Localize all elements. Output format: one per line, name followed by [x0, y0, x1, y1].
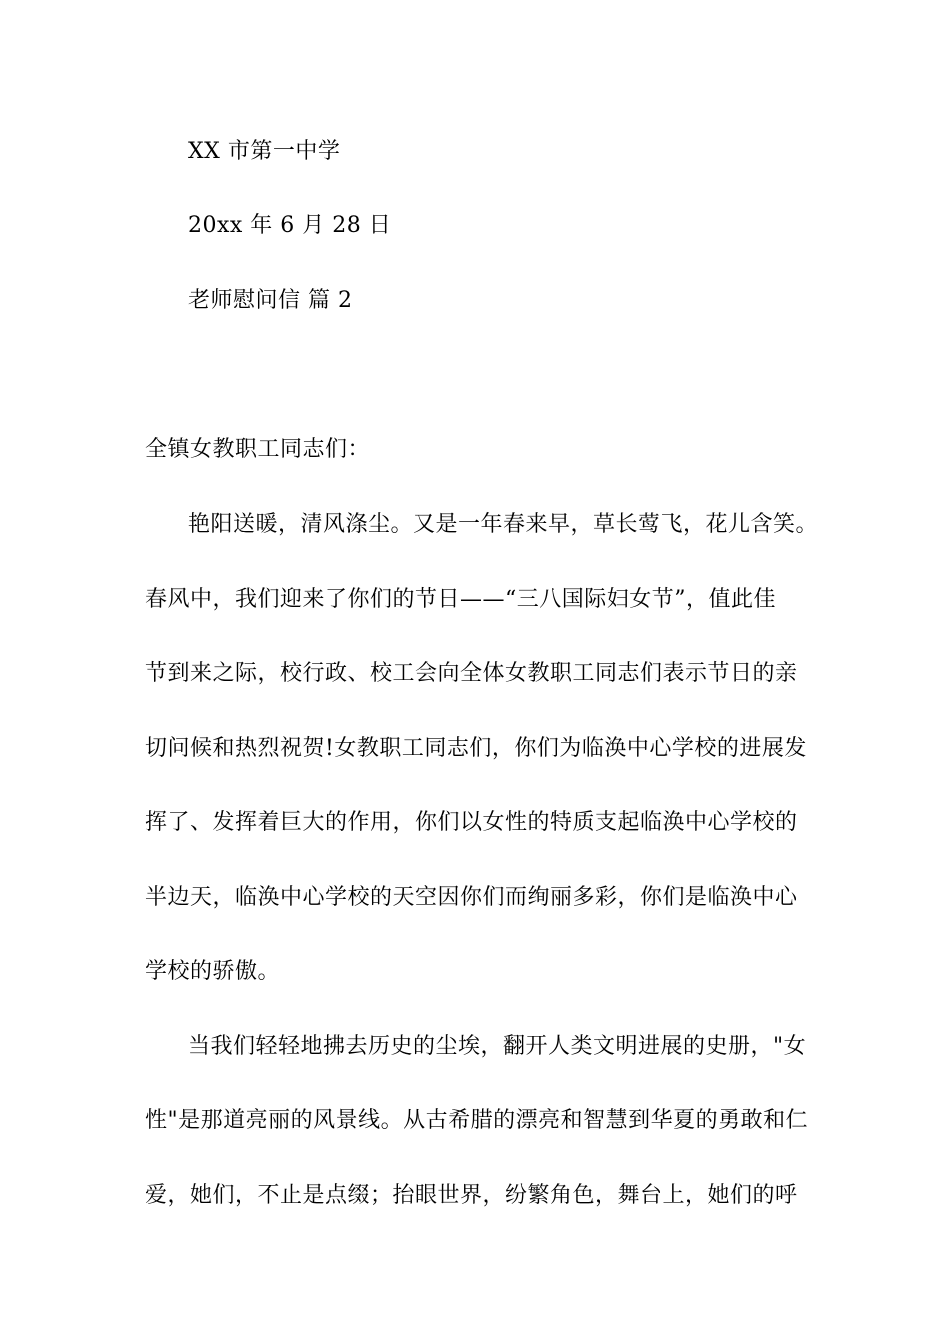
paragraph2-line: 当我们轻轻地拂去历史的尘埃，翻开人类文明进展的史册，"女	[188, 1034, 807, 1059]
paragraph1-line: 节到来之际，校行政、校工会向全体女教职工同志们表示节日的亲	[145, 661, 798, 686]
paragraph2-line: 性"是那道亮丽的风景线。从古希腊的漂亮和智慧到华夏的勇敢和仁	[145, 1108, 809, 1133]
salutation: 全镇女教职工同志们：	[145, 437, 371, 462]
paragraph1-line: 春风中，我们迎来了你们的节日——“三八国际妇女节”，值此佳	[145, 587, 776, 612]
section-title: 老师慰问信 篇 2	[188, 288, 353, 313]
letter-date: 20xx 年 6 月 28 日	[188, 213, 392, 238]
paragraph1-line: 艳阳送暖，清风涤尘。又是一年春来早，草长莺飞，花儿含笑。	[188, 512, 819, 537]
paragraph1-line: 挥了、发挥着巨大的作用，你们以女性的特质支起临涣中心学校的	[145, 810, 798, 835]
paragraph2-line: 爱，她们，不止是点缀；抬眼世界，纷繁角色，舞台上，她们的呼	[145, 1183, 798, 1208]
school-name: XX 市第一中学	[188, 139, 341, 164]
paragraph1-line: 切问候和热烈祝贺!女教职工同志们，你们为临涣中心学校的进展发	[145, 736, 807, 761]
paragraph1-line: 半边天，临涣中心学校的天空因你们而绚丽多彩，你们是临涣中心	[145, 885, 798, 910]
paragraph1-line: 学校的骄傲。	[145, 959, 281, 984]
